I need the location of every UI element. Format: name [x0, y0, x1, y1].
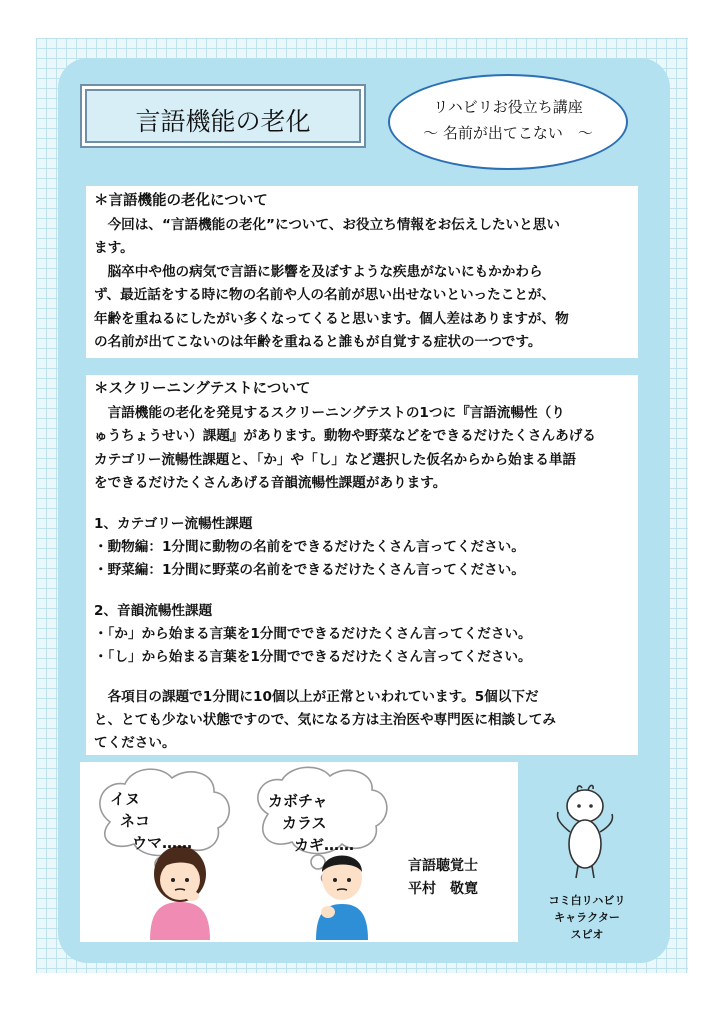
series-subtitle: ～ 名前が出てこない ～ — [423, 124, 593, 142]
paragraph-line: 言語機能の老化を発見するスクリーニングテストの1つに『言語流暢性（り — [94, 405, 565, 421]
bubble2-word: カボチャ — [268, 792, 328, 810]
paragraph-line: カテゴリー流暢性課題と、「か」や「し」など選択した仮名からから始まる単語 — [94, 452, 577, 468]
author-name: 平村 敬寛 — [408, 881, 478, 897]
bubble1-word: イヌ — [110, 790, 141, 808]
section-screening-heading: ＊スクリーニングテストについて — [94, 381, 311, 397]
task-item: ・「し」から始まる言葉を1分間でできるだけたくさん言ってください。 — [94, 649, 532, 665]
page-title: 言語機能の老化 — [135, 107, 311, 136]
character-caption-line: キャラクター — [554, 911, 620, 924]
paragraph-line: ず、最近話をする時に物の名前や人の名前が思い出せないといったことが、 — [94, 287, 556, 303]
paragraph-line: 脳卒中や他の病気で言語に影響を及ぼすような疾患がないにもかかわら — [94, 264, 543, 280]
paragraph-line: の名前が出てこないのは年齢を重ねると誰もが自覚する症状の一つです。 — [94, 334, 542, 350]
bubble2-word: カギ…… — [294, 836, 355, 854]
title-box — [80, 84, 366, 148]
spio-character-icon — [548, 782, 622, 882]
series-ellipse — [388, 74, 628, 170]
task-item: ・動物編：1分間に動物の名前をできるだけたくさん言ってください。 — [94, 539, 525, 555]
bubble2-word: カラス — [282, 814, 327, 832]
paragraph-line: と、とても少ない状態ですので、気になる方は主治医や専門医に相談してみ — [94, 712, 556, 728]
bubble1-word: ウマ…… — [132, 834, 193, 852]
paragraph-line: をできるだけたくさんあげる音韻流暢性課題があります。 — [94, 475, 447, 491]
paragraph-line: 年齢を重ねるにしたがい多くなってくると思います。個人差はありますが、物 — [94, 311, 569, 327]
series-title: リハビリお役立ち講座 — [433, 98, 583, 116]
character-caption-line: スピオ — [570, 928, 604, 941]
task-item: ・「か」から始まる言葉を1分間でできるだけたくさん言ってください。 — [94, 626, 532, 642]
paragraph-line: 各項目の課題で1分間に10個以上が正常といわれています。5個以下だ — [94, 689, 539, 705]
paragraph-line: 今回は、“言語機能の老化”について、お役立ち情報をお伝えしたいと思い — [94, 217, 560, 233]
task-item: ・野菜編：1分間に野菜の名前をできるだけたくさん言ってください。 — [94, 562, 525, 578]
bubble1-word: ネコ — [120, 812, 151, 830]
task-category-title: 1、カテゴリー流暢性課題 — [94, 516, 253, 532]
paragraph-line: ます。 — [94, 240, 134, 256]
paragraph-line: てください。 — [94, 735, 176, 751]
author-role: 言語聴覚士 — [408, 858, 478, 874]
paragraph-line: ゅうちょうせい）課題』があります。動物や野菜などをできるだけたくさんあげる — [94, 428, 596, 444]
character-caption-line: コミ白リハビリ — [548, 894, 626, 907]
task-phonemic-title: 2、音韻流暢性課題 — [94, 603, 213, 619]
man-thinking-icon — [316, 856, 368, 941]
section-aging-heading: ＊言語機能の老化について — [94, 193, 268, 209]
woman-thinking-icon — [150, 846, 210, 940]
